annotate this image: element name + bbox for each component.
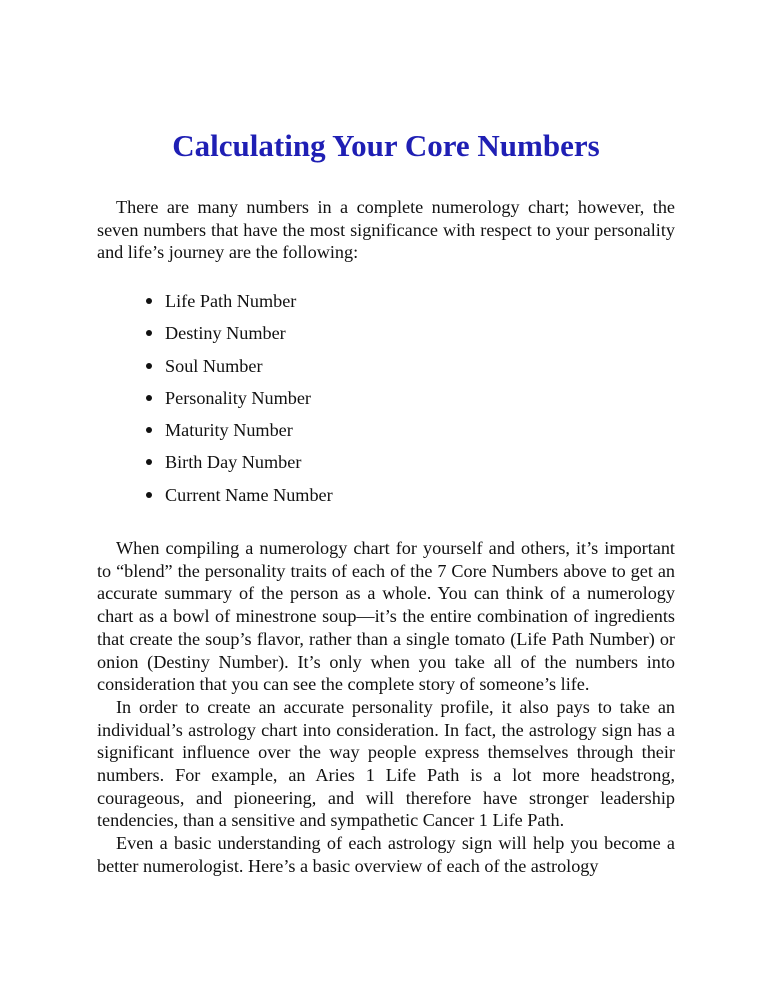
list-item-label: Destiny Number <box>165 323 286 344</box>
intro-paragraph: There are many numbers in a complete numerology chart; however, the seven numbers that have the most significance with respect to your personality and life’s journey are the following: <box>97 197 675 263</box>
paragraph-astrology: In order to create an accurate personality profile, it also pays to take an individual’s astrology chart into consideration. In fact, the astrology sign has a significant influence over the way people express themselves through their numbers. For example, an Aries 1 Life Path is a lot more headstrong, courageous, and pioneering, and will therefore have stronger leadership tendencies, than a sensitive and sympathetic Cancer 1 Life Path. <box>97 696 675 831</box>
list-item <box>97 355 675 387</box>
bullet-icon <box>146 395 152 401</box>
list-item-label: Birth Day Number <box>165 452 302 473</box>
list-item <box>97 290 675 322</box>
list-item <box>97 322 675 354</box>
paragraph-soup-analogy: When compiling a numerology chart for yourself and others, it’s important to “blend” the personality traits of each of the 7 Core Numbers above to get an accurate summary of the person as a whole. You can think of a numerology chart as a bowl of minestrone soup—it’s the entire combination of ingredients that create the soup’s flavor, rather than a single tomato (Life Path Number) or onion (Destiny Number). It’s only when you take all of the numbers into consideration that you can see the complete story of someone’s life. <box>97 538 675 695</box>
list-item-label: Current Name Number <box>165 484 333 505</box>
core-numbers-list <box>97 290 675 516</box>
list-item <box>97 419 675 451</box>
list-item-label: Personality Number <box>165 387 311 408</box>
list-item <box>97 484 675 516</box>
list-item-label: Life Path Number <box>165 291 297 311</box>
bullet-icon <box>146 363 152 369</box>
list-item <box>97 451 675 483</box>
page-title: Calculating Your Core Numbers <box>172 128 600 163</box>
bullet-icon <box>146 330 152 336</box>
list-item-label: Soul Number <box>165 355 263 376</box>
list-item-label: Maturity Number <box>165 420 293 441</box>
list-item <box>97 387 675 419</box>
bullet-icon <box>146 492 152 498</box>
bullet-icon <box>146 459 152 465</box>
bullet-icon <box>146 427 152 433</box>
paragraph-overview: Even a basic understanding of each astrology sign will help you become a better numerologist. Here’s a basic overview of each of the astrology <box>97 833 675 876</box>
bullet-icon <box>146 298 152 304</box>
body-text <box>97 537 675 878</box>
